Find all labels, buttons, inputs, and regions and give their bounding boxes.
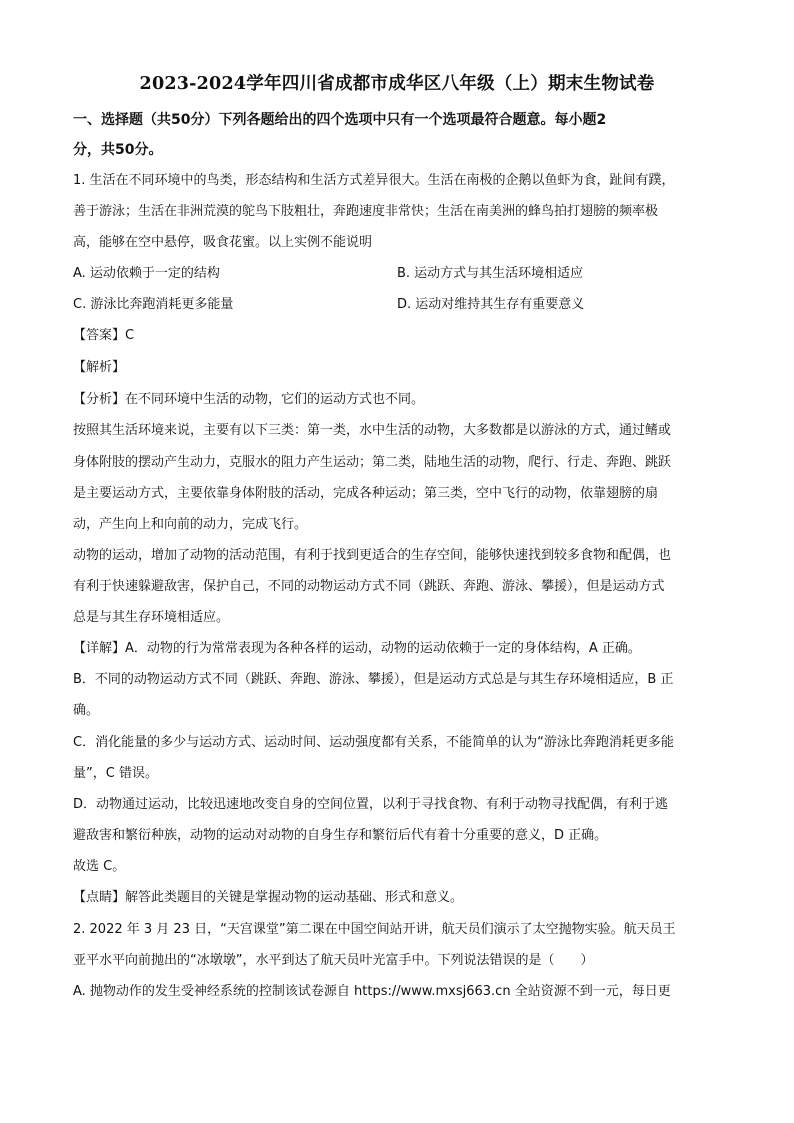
q1-explanation-line: 有利于快速躲避敌害，保护自己，不同的动物运动方式不同（跳跃、奔跑、游泳、攀援），但是运动方式 <box>73 579 665 594</box>
q1-explanation-line: 避敌害和繁衍种族，动物的运动对动物的自身生存和繁衍后代有着十分重要的意义，D 正确。 <box>73 828 608 843</box>
q1-explanation-line: 是主要运动方式，主要依靠身体附肢的活动，完成各种运动；第三类，空中飞行的动物，依靠翅膀的扇 <box>73 486 659 501</box>
q1-option-d: D. 运动对维持其生存有重要意义 <box>397 297 585 312</box>
q1-answer: 【答案】C <box>73 328 135 343</box>
q1-explanation-line: 总是与其生存环境相适应。 <box>73 610 230 625</box>
q1-analysis-label: 【解析】 <box>73 360 126 375</box>
section-heading-line-1: 一、选择题（共50分）下列各题给出的四个选项中只有一个选项最符合题意。每小题2 <box>73 112 607 128</box>
page-title: 2023-2024学年四川省成都市成华区八年级（上）期末生物试卷 <box>139 74 655 94</box>
q2-stem-line-2: 亚平水平向前抛出的“冰墩墩”，水平到达了航天员叶光富手中。下列说法错误的是（ ） <box>73 953 594 968</box>
q1-explanation-line: 确。 <box>73 703 100 718</box>
q1-explanation-line: 身体附肢的摆动产生动力，克服水的阻力产生运动；第二类，陆地生活的动物，爬行、行走、奔跑、跳跃 <box>73 455 672 470</box>
q1-explanation-line: C．消化能量的多少与运动方式、运动时间、运动强度都有关系，不能简单的认为“游泳比奔跑消耗更多能 <box>73 735 674 750</box>
q2-stem-line-1: 2. 2022 年 3 月 23 日，“天宫课堂”第二课在中国空间站开讲，航天员们演示了太空抛物实验。航天员王 <box>73 922 676 937</box>
q2-option-a: A. 抛物动作的发生受神经系统的控制该试卷源自 https://www.mxsj663.cn 全站资源不到一元，每日更 <box>73 984 671 999</box>
q1-option-c: C. 游泳比奔跑消耗更多能量 <box>73 297 234 312</box>
q1-stem-line-2: 善于游泳；生活在非洲荒漠的鸵鸟下肢粗壮，奔跑速度非常快；生活在南美洲的蜂鸟拍打翅膀的频率极 <box>73 204 659 219</box>
q1-explanation-line: 动，产生向上和向前的动力，完成飞行。 <box>73 517 308 532</box>
q1-stem-line-1: 1. 生活在不同环境中的鸟类，形态结构和生活方式差异很大。生活在南极的企鹅以鱼虾为食，趾间有蹼， <box>73 173 675 188</box>
q1-explanation-line: 【点睛】解答此类题目的关键是掌握动物的运动基础、形式和意义。 <box>73 890 464 905</box>
q1-stem-line-3: 高，能够在空中悬停，吸食花蜜。以上实例不能说明 <box>73 235 373 250</box>
q1-explanation-line: 量”，C 错误。 <box>73 766 158 781</box>
q1-explanation-line: 按照其生活环境来说，主要有以下三类：第一类，水中生活的动物，大多数都是以游泳的方式，通过鳍或 <box>73 423 672 438</box>
q1-option-b: B. 运动方式与其生活环境相适应 <box>397 266 584 281</box>
q1-explanation-line: 【分析】在不同环境中生活的动物，它们的运动方式也不同。 <box>73 392 425 407</box>
section-heading-line-2: 分，共50分。 <box>73 142 163 158</box>
q1-explanation-line: 动物的运动，增加了动物的活动范围，有利于找到更适合的生存空间，能够快速找到较多食物和配偶，也 <box>73 548 672 563</box>
q1-explanation-line: 故选 C。 <box>73 859 126 874</box>
q1-explanation-line: 【详解】A．动物的行为常常表现为各种各样的运动，动物的运动依赖于一定的身体结构，A 正确。 <box>73 641 641 656</box>
q1-explanation-line: D．动物通过运动，比较迅速地改变自身的空间位置，以利于寻找食物、有利于动物寻找配偶，有利于逃 <box>73 797 669 812</box>
q1-explanation-line: B．不同的动物运动方式不同（跳跃、奔跑、游泳、攀援），但是运动方式总是与其生存环境相适应，B 正 <box>73 672 674 687</box>
q1-option-a: A. 运动依赖于一定的结构 <box>73 266 220 281</box>
